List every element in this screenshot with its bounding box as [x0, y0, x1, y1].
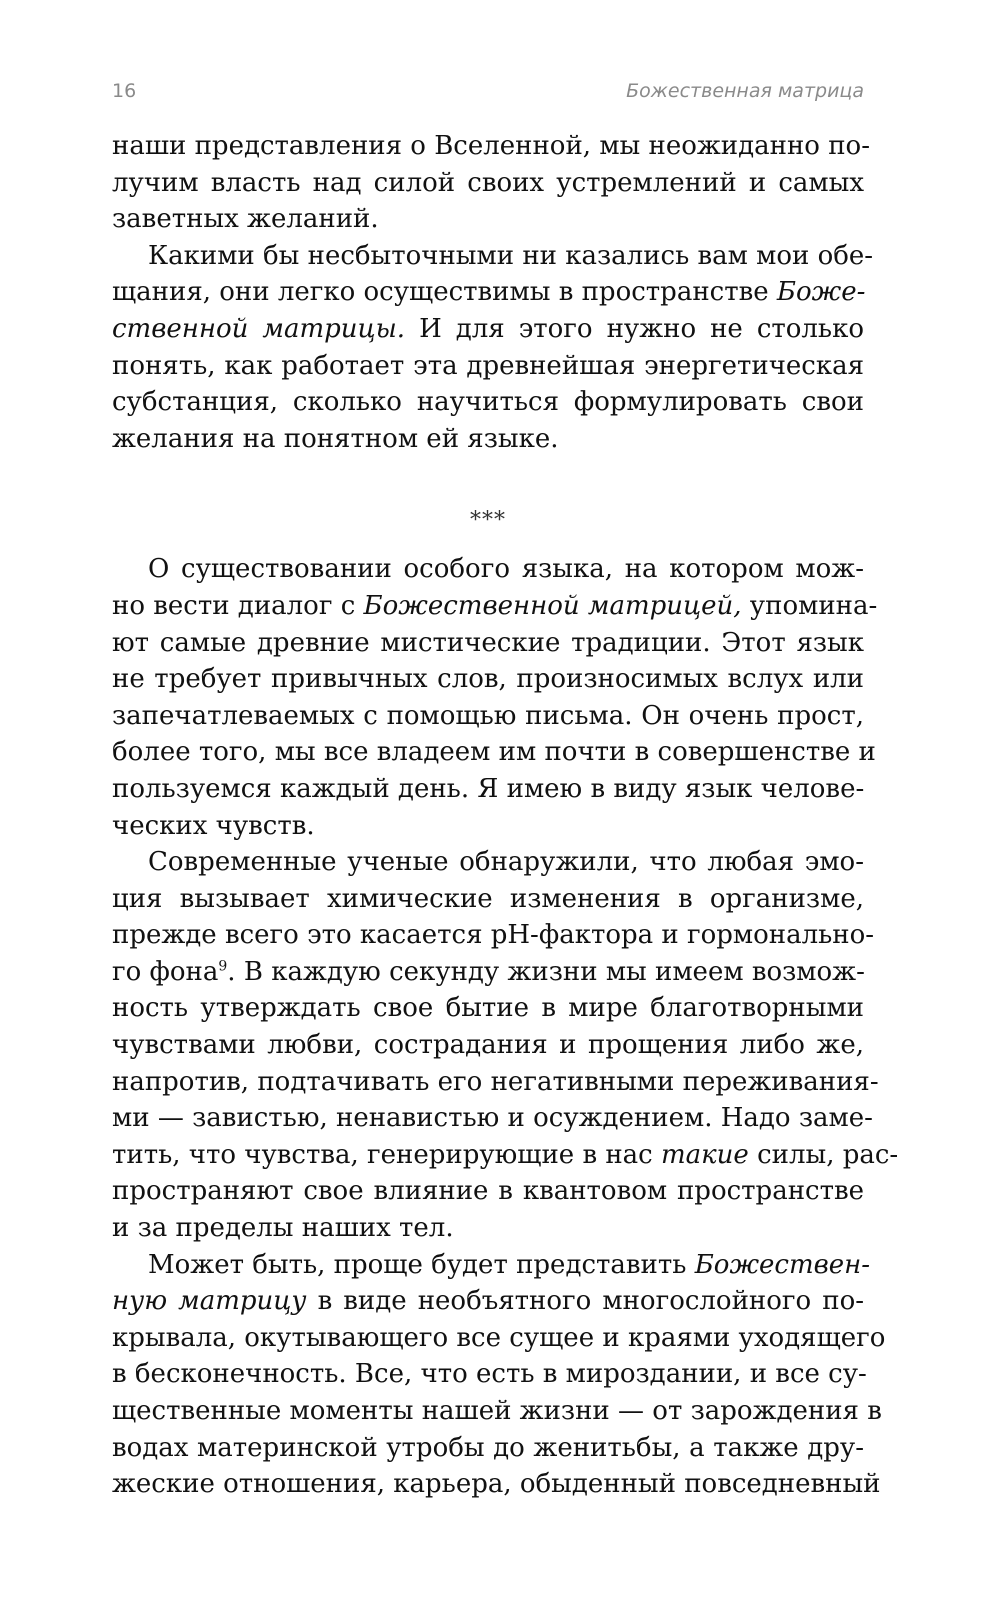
text-line: ми — завистью, ненавистью и осуждением. Надо заме-: [112, 1103, 873, 1134]
text-fragment: И для этого нужно не столько: [405, 313, 864, 344]
text-line: субстанция, сколько научиться формулировать свои: [112, 387, 864, 418]
text-line: ют самые древние мистические традиции. Этот язык: [112, 627, 864, 658]
italic-term: ственной матрицы.: [112, 313, 406, 344]
italic-term: ную матрицу: [112, 1286, 307, 1317]
text-fragment: в виде необъятного многослойного по-: [306, 1286, 865, 1317]
body-text: [112, 128, 899, 1503]
italic-term: такие: [661, 1139, 749, 1170]
italic-term: Божественной матрицей,: [363, 590, 742, 621]
paragraph: [112, 551, 878, 844]
italic-term: Божествен-: [694, 1249, 871, 1280]
page-number: 16: [112, 80, 137, 102]
text-line: О существовании особого языка, на котором мож-: [148, 554, 864, 585]
paragraph: [112, 238, 874, 458]
running-head: [112, 78, 864, 104]
text-line: Какими бы несбыточными ни казались вам мои обе-: [148, 240, 874, 271]
text-line: наши представления о Вселенной, мы неожиданно по-: [112, 131, 870, 161]
text-line: ция вызывает химические изменения в организме,: [112, 883, 864, 914]
text-fragment: тить, что чувства, генерирующие в нас: [112, 1139, 661, 1170]
section-separator: ***: [470, 508, 506, 534]
text-line: напротив, подтачивать его негативными переживания-: [112, 1066, 879, 1097]
text-line: понять, как работает эта древнейшая энергетическая: [112, 350, 864, 381]
text-line: [112, 274, 864, 311]
text-line: ческих чувств.: [112, 810, 315, 841]
paragraph: [112, 844, 899, 1247]
spacer: [112, 457, 864, 495]
text-fragment: го фона: [112, 956, 219, 987]
text-line: жеские отношения, карьера, обыденный повседневный: [112, 1469, 881, 1500]
text-line: [112, 954, 864, 991]
text-line: [112, 1283, 864, 1320]
text-line: ность утверждать свое бытие в мире благотворными: [112, 993, 864, 1024]
text-line: [112, 588, 878, 625]
text-fragment: но вести диалог с: [112, 590, 364, 621]
text-fragment: Может быть, проще будет представить: [148, 1249, 695, 1280]
text-line: в бесконечность. Все, что есть в мироздании, и все су-: [112, 1359, 867, 1390]
text-line: и за пределы наших тел.: [112, 1213, 454, 1244]
text-fragment: . В каждую секунду жизни мы имеем возмож-: [227, 956, 865, 987]
text-line: пространяют свое влияние в квантовом пространстве: [112, 1176, 864, 1207]
text-line: не требует привычных слов, произносимых вслух или: [112, 664, 864, 695]
text-line: желания на понятном ей языке.: [112, 423, 559, 454]
book-title: Божественная матрица: [626, 80, 864, 102]
text-fragment: упомина-: [741, 590, 878, 621]
text-line: запечатлеваемых с помощью письма. Он очень прост,: [112, 700, 864, 731]
italic-term: Боже-: [776, 277, 866, 308]
text-line: крывала, окутывающего все сущее и краями уходящего: [112, 1322, 886, 1353]
text-line: лучим власть над силой своих устремлений и самых: [112, 167, 864, 198]
text-line: водах материнской утробы до женитьбы, а также дру-: [112, 1432, 864, 1463]
paragraph: [112, 128, 870, 238]
footnote-marker: 9: [218, 958, 228, 975]
text-line: щественные моменты нашей жизни — от зарождения в: [112, 1396, 882, 1426]
text-line: [112, 311, 864, 348]
text-line: Современные ученые обнаружили, что любая эмо-: [148, 847, 864, 878]
text-fragment: силы, рас-: [748, 1139, 899, 1170]
text-line: [112, 1247, 871, 1284]
text-fragment: щания, они легко осуществимы в пространстве: [112, 277, 777, 308]
text-line: прежде всего это касается рН-фактора и гормонально-: [112, 920, 875, 951]
text-line: чувствами любви, сострадания и прощения либо же,: [112, 1030, 864, 1061]
text-line: пользуемся каждый день. Я имею в виду язык челове-: [112, 773, 865, 804]
text-line: заветных желаний.: [112, 204, 379, 235]
text-line: [112, 1137, 899, 1174]
text-line: более того, мы все владеем им почти в совершенстве и: [112, 737, 876, 768]
paragraph: [112, 1247, 886, 1503]
